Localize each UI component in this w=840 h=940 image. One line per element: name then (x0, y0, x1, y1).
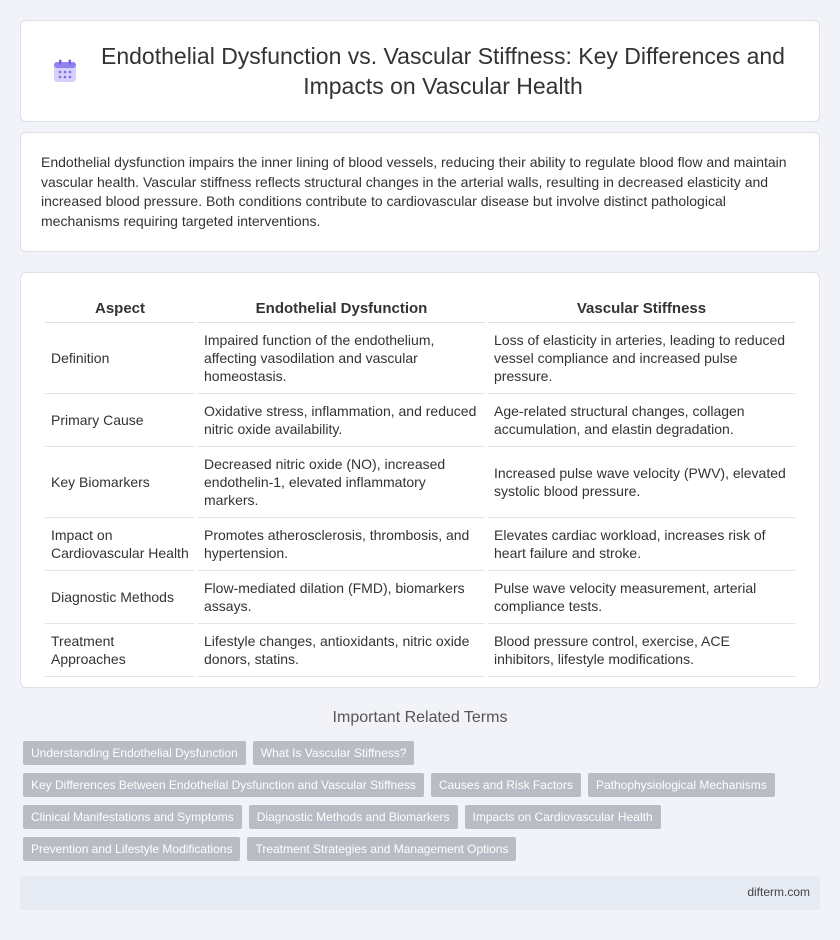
endothelial-dysfunction-cell: Flow-mediated dilation (FMD), biomarkers assays. (198, 571, 485, 624)
related-term-tag[interactable]: Key Differences Between Endothelial Dysfunction and Vascular Stiffness (23, 773, 424, 797)
aspect-cell: Diagnostic Methods (45, 571, 195, 624)
vascular-stiffness-cell: Blood pressure control, exercise, ACE inhibitors, lifestyle modifications. (488, 624, 795, 677)
vascular-stiffness-cell: Increased pulse wave velocity (PWV), elevated systolic blood pressure. (488, 447, 795, 518)
table-row (45, 571, 795, 624)
comparison-table (42, 293, 798, 677)
header-aspect: Aspect (45, 293, 195, 323)
related-term-tag[interactable]: Clinical Manifestations and Symptoms (23, 805, 242, 829)
vascular-stiffness-cell: Elevates cardiac workload, increases risk of heart failure and stroke. (488, 518, 795, 571)
table-row (45, 447, 795, 518)
related-term-tag[interactable]: What Is Vascular Stiffness? (253, 741, 415, 765)
related-term-tag[interactable]: Diagnostic Methods and Biomarkers (249, 805, 458, 829)
related-term-tag[interactable]: Causes and Risk Factors (431, 773, 581, 797)
table-row (45, 624, 795, 677)
intro-card (20, 132, 820, 252)
title-card (20, 20, 820, 122)
related-term-tag[interactable]: Pathophysiological Mechanisms (588, 773, 775, 797)
aspect-cell: Key Biomarkers (45, 447, 195, 518)
related-term-tag[interactable]: Impacts on Cardiovascular Health (465, 805, 661, 829)
table-card (20, 272, 820, 688)
table-row (45, 323, 795, 394)
vascular-stiffness-cell: Pulse wave velocity measurement, arterial compliance tests. (488, 571, 795, 624)
endothelial-dysfunction-cell: Promotes atherosclerosis, thrombosis, and hypertension. (198, 518, 485, 571)
related-terms-list (23, 741, 803, 869)
related-term-tag[interactable]: Prevention and Lifestyle Modifications (23, 837, 240, 861)
title-wrap (21, 21, 819, 121)
page-title: Endothelial Dysfunction vs. Vascular Stiffness: Key Differences and Impacts on Vascular Health (101, 43, 785, 99)
aspect-cell: Definition (45, 323, 195, 394)
aspect-cell: Primary Cause (45, 394, 195, 447)
related-term-tag[interactable]: Treatment Strategies and Management Options (247, 837, 516, 861)
table-header-row (45, 293, 795, 323)
related-terms-heading: Important Related Terms (332, 709, 508, 726)
endothelial-dysfunction-cell: Decreased nitric oxide (NO), increased endothelin-1, elevated inflammatory markers. (198, 447, 485, 518)
table-row (45, 394, 795, 447)
endothelial-dysfunction-cell: Lifestyle changes, antioxidants, nitric oxide donors, statins. (198, 624, 485, 677)
vascular-stiffness-cell: Age-related structural changes, collagen accumulation, and elastin degradation. (488, 394, 795, 447)
aspect-cell: Treatment Approaches (45, 624, 195, 677)
related-term-tag[interactable]: Understanding Endothelial Dysfunction (23, 741, 246, 765)
header-endothelial-dysfunction: Endothelial Dysfunction (198, 293, 485, 323)
table-row (45, 518, 795, 571)
footer (20, 876, 820, 910)
endothelial-dysfunction-cell: Impaired function of the endothelium, affecting vasodilation and vascular homeostasis. (198, 323, 485, 394)
aspect-cell: Impact on Cardiovascular Health (45, 518, 195, 571)
intro-paragraph: Endothelial dysfunction impairs the inner lining of blood vessels, reducing their ability to regulate blood flow and maintain vascular health. Vascular stiffness reflects structural changes in the arterial walls, resulting in decreased elasticity and increased blood pressure. Both conditions contribute to cardiovascular disease but involve distinct pathological mechanisms requiring targeted interventions. (41, 154, 787, 229)
calendar-icon (52, 58, 78, 84)
endothelial-dysfunction-cell: Oxidative stress, inflammation, and reduced nitric oxide availability. (198, 394, 485, 447)
vascular-stiffness-cell: Loss of elasticity in arteries, leading to reduced vessel compliance and increased pulse pressure. (488, 323, 795, 394)
footer-site-link[interactable]: difterm.com (747, 885, 810, 899)
header-vascular-stiffness: Vascular Stiffness (488, 293, 795, 323)
